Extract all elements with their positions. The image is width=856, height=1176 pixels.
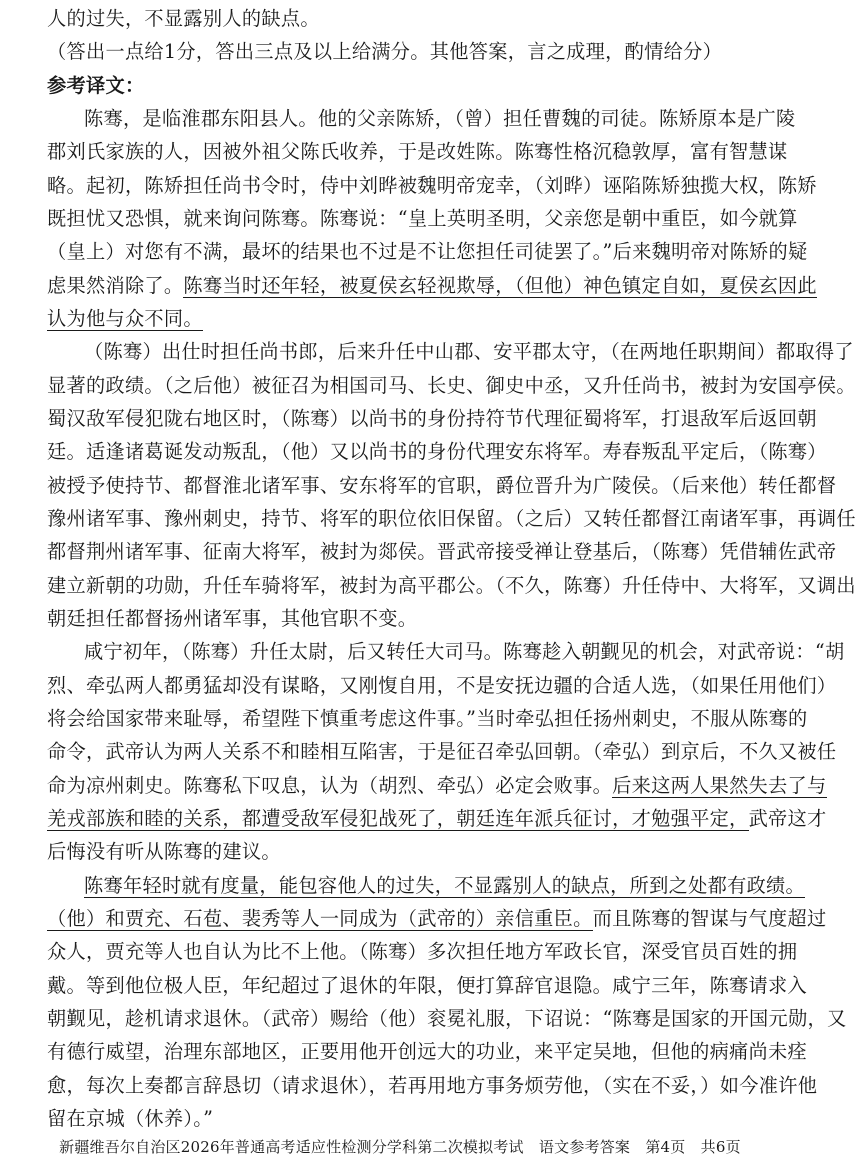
- para2-line: 被授予使持节、都督淮北诸军事、安东将军的官职，爵位晋升为广陵侯。（后来他）转任都督: [47, 473, 837, 497]
- para1-line: [47, 304, 203, 334]
- para4-line: 有德行威望，治理东部地区，正要用他开创远大的功业，来平定吴地，但他的病痛尚未痊: [47, 1040, 808, 1064]
- translation-heading: 参考译文：: [47, 73, 145, 97]
- plain-text: 命为凉州刺史。陈骞私下叹息，认为（胡烈、牵弘）必定会败事。: [47, 773, 613, 797]
- para2-line: 都督荆州诸军事、征南大将军，被封为郯侯。晋武帝接受禅让登基后，（陈骞）凭借辅佐武帝: [47, 540, 837, 564]
- para1-line: 既担忧又恐惧，就来询问陈骞。陈骞说：“皇上英明圣明，父亲您是朝中重臣，如今就算: [47, 207, 798, 230]
- para1-line: 陈骞，是临淮郡东阳县人。他的父亲陈矫，（曾）担任曹魏的司徒。陈矫原本是广陵: [84, 107, 796, 130]
- plain-text: 而且陈骞的智谋与气度超过: [592, 907, 827, 930]
- para2-line: 豫州诸军事、豫州刺史，持节、将军的职位依旧保留。（之后）又转任都督江南诸军事，再调任: [47, 507, 856, 530]
- scoring-note: （答出一点给1分，答出三点及以上给满分。其他答案，言之成理，酌情给分）: [47, 40, 723, 64]
- para4-line: 众人，贾充等人也自认为比不上他。（陈骞）多次担任地方军政长官，深受官员百姓的拥: [47, 940, 798, 964]
- para1-line: （皇上）对您有不满，最坏的结果也不过是不让您担任司徒罢了。”后来魏明帝对陈矫的疑: [47, 240, 808, 264]
- para2-line: 蜀汉敌军侵犯陇右地区时，（陈骞）以尚书的身份持符节代理征蜀将军，打退敌军后返回朝: [47, 407, 817, 430]
- para2-line: 显著的政绩。（之后他）被征召为相国司马、长史、御史中丞，又升任尚书，被封为安国亭侯。: [47, 373, 856, 397]
- underlined-text: 陈骞年轻时就有度量，能包容他人的过失，不显露别人的缺点，所到之处都有政绩。: [84, 873, 806, 897]
- para3-line: 命令，武帝认为两人关系不和睦相互陷害，于是征召牵弘回朝。（牵弘）到京后，不久又被任: [47, 740, 837, 764]
- intro-line-1: 人的过失，不显露别人的缺点。: [47, 7, 320, 30]
- para4-line: 朝觐见，趁机请求退休。（武帝）赐给（他）衮冕礼服，下诏说：“陈骞是国家的开国元勋，又: [47, 1007, 847, 1030]
- para4-line: [47, 904, 827, 934]
- para3-line: [47, 771, 827, 801]
- para2-line: 建立新朝的功勋，升任车骑将军，被封为高平郡公。（不久，陈骞）升任侍中、大将军，又调出: [47, 573, 856, 597]
- para2-line: （陈骞）出仕时担任尚书郎，后来升任中山郡、安平郡太守，（在两地任职期间）都取得了: [84, 340, 854, 364]
- para2-line: 廷。适逢诸葛诞发动叛乱，（他）又以尚书的身份代理安东将军。寿春叛乱平定后，（陈骞）: [47, 440, 827, 464]
- underlined-text: （他）和贾充、石苞、裴秀等人一同成为（武帝的）亲信重臣。: [47, 907, 593, 930]
- underlined-text: 陈骞当时还年轻，被夏侯玄轻视欺辱，（但他）神色镇定自如，夏侯玄因此: [183, 273, 817, 297]
- para3-line: 后悔没有听从陈骞的建议。: [47, 840, 281, 864]
- para4-line: [84, 871, 805, 901]
- para3-line: [47, 804, 827, 834]
- para3-line: 将会给国家带来耻辱，希望陛下慎重考虑这件事。”当时牵弘担任扬州刺史，不服从陈骞的: [47, 707, 808, 730]
- underlined-text: 认为他与众不同。: [47, 307, 203, 330]
- underlined-text: 羌戎部族和睦的关系，都遭受敌军侵犯战死了，朝廷连年派兵征讨，才勉强平定，: [47, 807, 749, 830]
- plain-text: 武帝这才: [748, 807, 827, 830]
- para3-line: 烈、牵弘两人都勇猛却没有谋略，又刚愎自用，不是安抚边疆的合适人选，（如果任用他们）: [47, 673, 837, 697]
- para4-line: 愈，每次上奏都言辞恳切（请求退休），若再用地方事务烦劳他，（实在不妥，）如今准许他: [47, 1073, 818, 1097]
- para3-line: 咸宁初年，（陈骞）升任太尉，后又转任大司马。陈骞趁入朝觐见的机会，对武帝说：“胡: [84, 640, 845, 664]
- para4-line: 戴。等到他位极人臣，年纪超过了退休的年限，便打算辞官退隐。咸宁三年，陈骞请求入: [47, 973, 808, 997]
- plain-text: 虑果然消除了。: [47, 273, 184, 297]
- para4-line: 留在京城（休养）。”: [47, 1107, 214, 1130]
- page-footer: 新疆维吾尔自治区2026年普通高考适应性检测分学科第二次模拟考试 语文参考答案 第4页 共6页: [59, 1138, 741, 1156]
- para2-line: 朝廷担任都督扬州诸军事，其他官职不变。: [47, 607, 418, 630]
- para1-line: 略。起初，陈矫担任尚书令时，侍中刘晔被魏明帝宠幸，（刘晔）诬陷陈矫独揽大权，陈矫: [47, 173, 817, 197]
- underlined-text: 后来这两人果然失去了与: [612, 773, 827, 797]
- para1-line: 郡刘氏家族的人，因被外祖父陈氏收养，于是改姓陈。陈骞性格沉稳敦厚，富有智慧谋: [47, 140, 788, 164]
- para1-line: [47, 271, 817, 301]
